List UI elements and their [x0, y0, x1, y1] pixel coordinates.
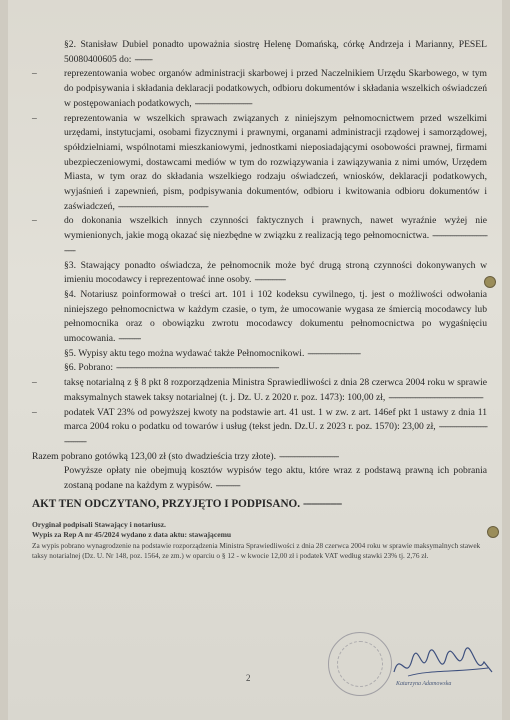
footer-notes [32, 520, 487, 562]
list-item: – reprezentowania wobec organów administracji skarbowej i przed Naczelnikiem Urzędu Skarbowego, w tym do podpisywania i składania deklaracji podatkowych, odbioru dokumentów i składania wszelkich oświadczeń w postępowaniach podatkowych, -------------------------- [32, 68, 487, 109]
document-page [8, 0, 502, 720]
signature-name: Katarzyna Adamowska [396, 681, 452, 687]
document-body [32, 38, 487, 562]
list-item: – podatek VAT 23% od powyższej kwoty na podstawie art. 41 ust. 1 w zw. z art. 146ef pkt 1 ustawy z dnia 11 marca 2004 roku o podatku od towarów i usług (tekst jedn. Dz.U. z 2023 r. poz. 1570): 23,00 zł, -------------------------------- [32, 406, 487, 447]
total-line: Razem pobrano gotówką 123,00 zł (sto dwadzieścia trzy złote). --------------------------- [32, 450, 339, 462]
footer-line: Oryginał podpisali Stawający i notariusz. [32, 519, 166, 529]
costs-note: Powyższe opłaty nie obejmują kosztów wypisów tego aktu, które wraz z podstawą prawną ich pobrania zostaną podane na każdym z wypisów. ----------- [64, 465, 487, 492]
list-item: – taksę notarialną z § 8 pkt 8 rozporządzenia Ministra Sprawiedliwości z dnia 28 czerwca 2004 roku w sprawie maksymalnych stawek taksy notarialnej (t. j. Dz. U. z 2020 r. poz. 1473): 100,00 zł, ------------------------------------------- [32, 377, 487, 403]
notary-seal [328, 632, 392, 696]
section-5: §5. Wypisy aktu tego można wydawać także Pełnomocnikowi. ------------------------ [64, 347, 361, 359]
section-6: §6. Pobrano: -------------------------------------------------------------------------- [64, 362, 279, 374]
punch-hole [487, 526, 499, 538]
section-3: §3. Stawający ponadto oświadcza, że pełnomocnik może być drugą stroną czynności dokonywanych w imieniu mocodawcy i reprezentować inne osoby. -------------- [64, 259, 487, 286]
list-item: – reprezentowania w wszelkich sprawach związanych z niniejszym pełnomocnictwem przed wszelkimi urzędami, instytucjami, osobami fizycznymi i prawnymi, organami administracji rządowej i samorządowej, spółdzielniami, wspólnotami mieszkaniowymi, jednostkami nieposiadającymi osobowości prawnej, firmami ubezpieczeniowymi, dostawcami mediów w tym do rozwiązywania i zawiązywania z nimi umów, Urzędem Miasta, w tym oraz do składania wszelkiego rodzaju oświadczeń, wniosków, deklaracji podatkowych, wyjaśnień i zapewnień, pism, podpisywania dokumentów, odbioru i kwitowania odbioru dokumentów i zaświadczeń, ----------------------------------------- [32, 112, 487, 212]
section-2: §2. Stanisław Dubiel ponadto upoważnia siostrę Helenę Domańską, córkę Andrzeja i Marianny, PESEL 50080400605 do: -------- [64, 39, 487, 65]
closing-statement: AKT TEN ODCZYTANO, PRZYJĘTO I PODPISANO. -------------- [32, 497, 342, 510]
section-4: §4. Notariusz poinformował o treści art. 101 i 102 kodeksu cywilnego, tj. jest o możliwości odwołania niniejszego pełnomocnictwa w każdym czasie, o tym, że umocowanie wygasa ze śmiercią mocodawcy lub pełnomocnika oraz o obowiązku zwrotu mocodawcy dokumentu pełnomocnictwa po wygaśnięciu umocowania. ---------- [64, 288, 487, 345]
page-number: 2 [246, 673, 251, 683]
list-item: – do dokonania wszelkich innych czynności faktycznych i prawnych, nawet wyraźnie wyżej nie wymienionych, jakie mogą okazać się niezbędne w związku z realizacją tego pełnomocnictwa. ------------------------------ [32, 215, 487, 256]
footer-line: Wypis za Rep A nr 45/2024 wydano z data aktu: stawającemu [32, 530, 232, 540]
footer-line: Za wypis pobrano wynagrodzenie na podstawie rozporządzenia Ministra Sprawiedliwości z dnia 28 czerwca 2004 roku w sprawie maksymalnych stawek taksy notarialnej (Dz. U. Nr 148, poz. 1564, ze zm.) w oparciu o § 12 - w kwocie 12,00 zł i podatek VAT według stawki 23% tj. 2,76 zł. [32, 540, 481, 561]
